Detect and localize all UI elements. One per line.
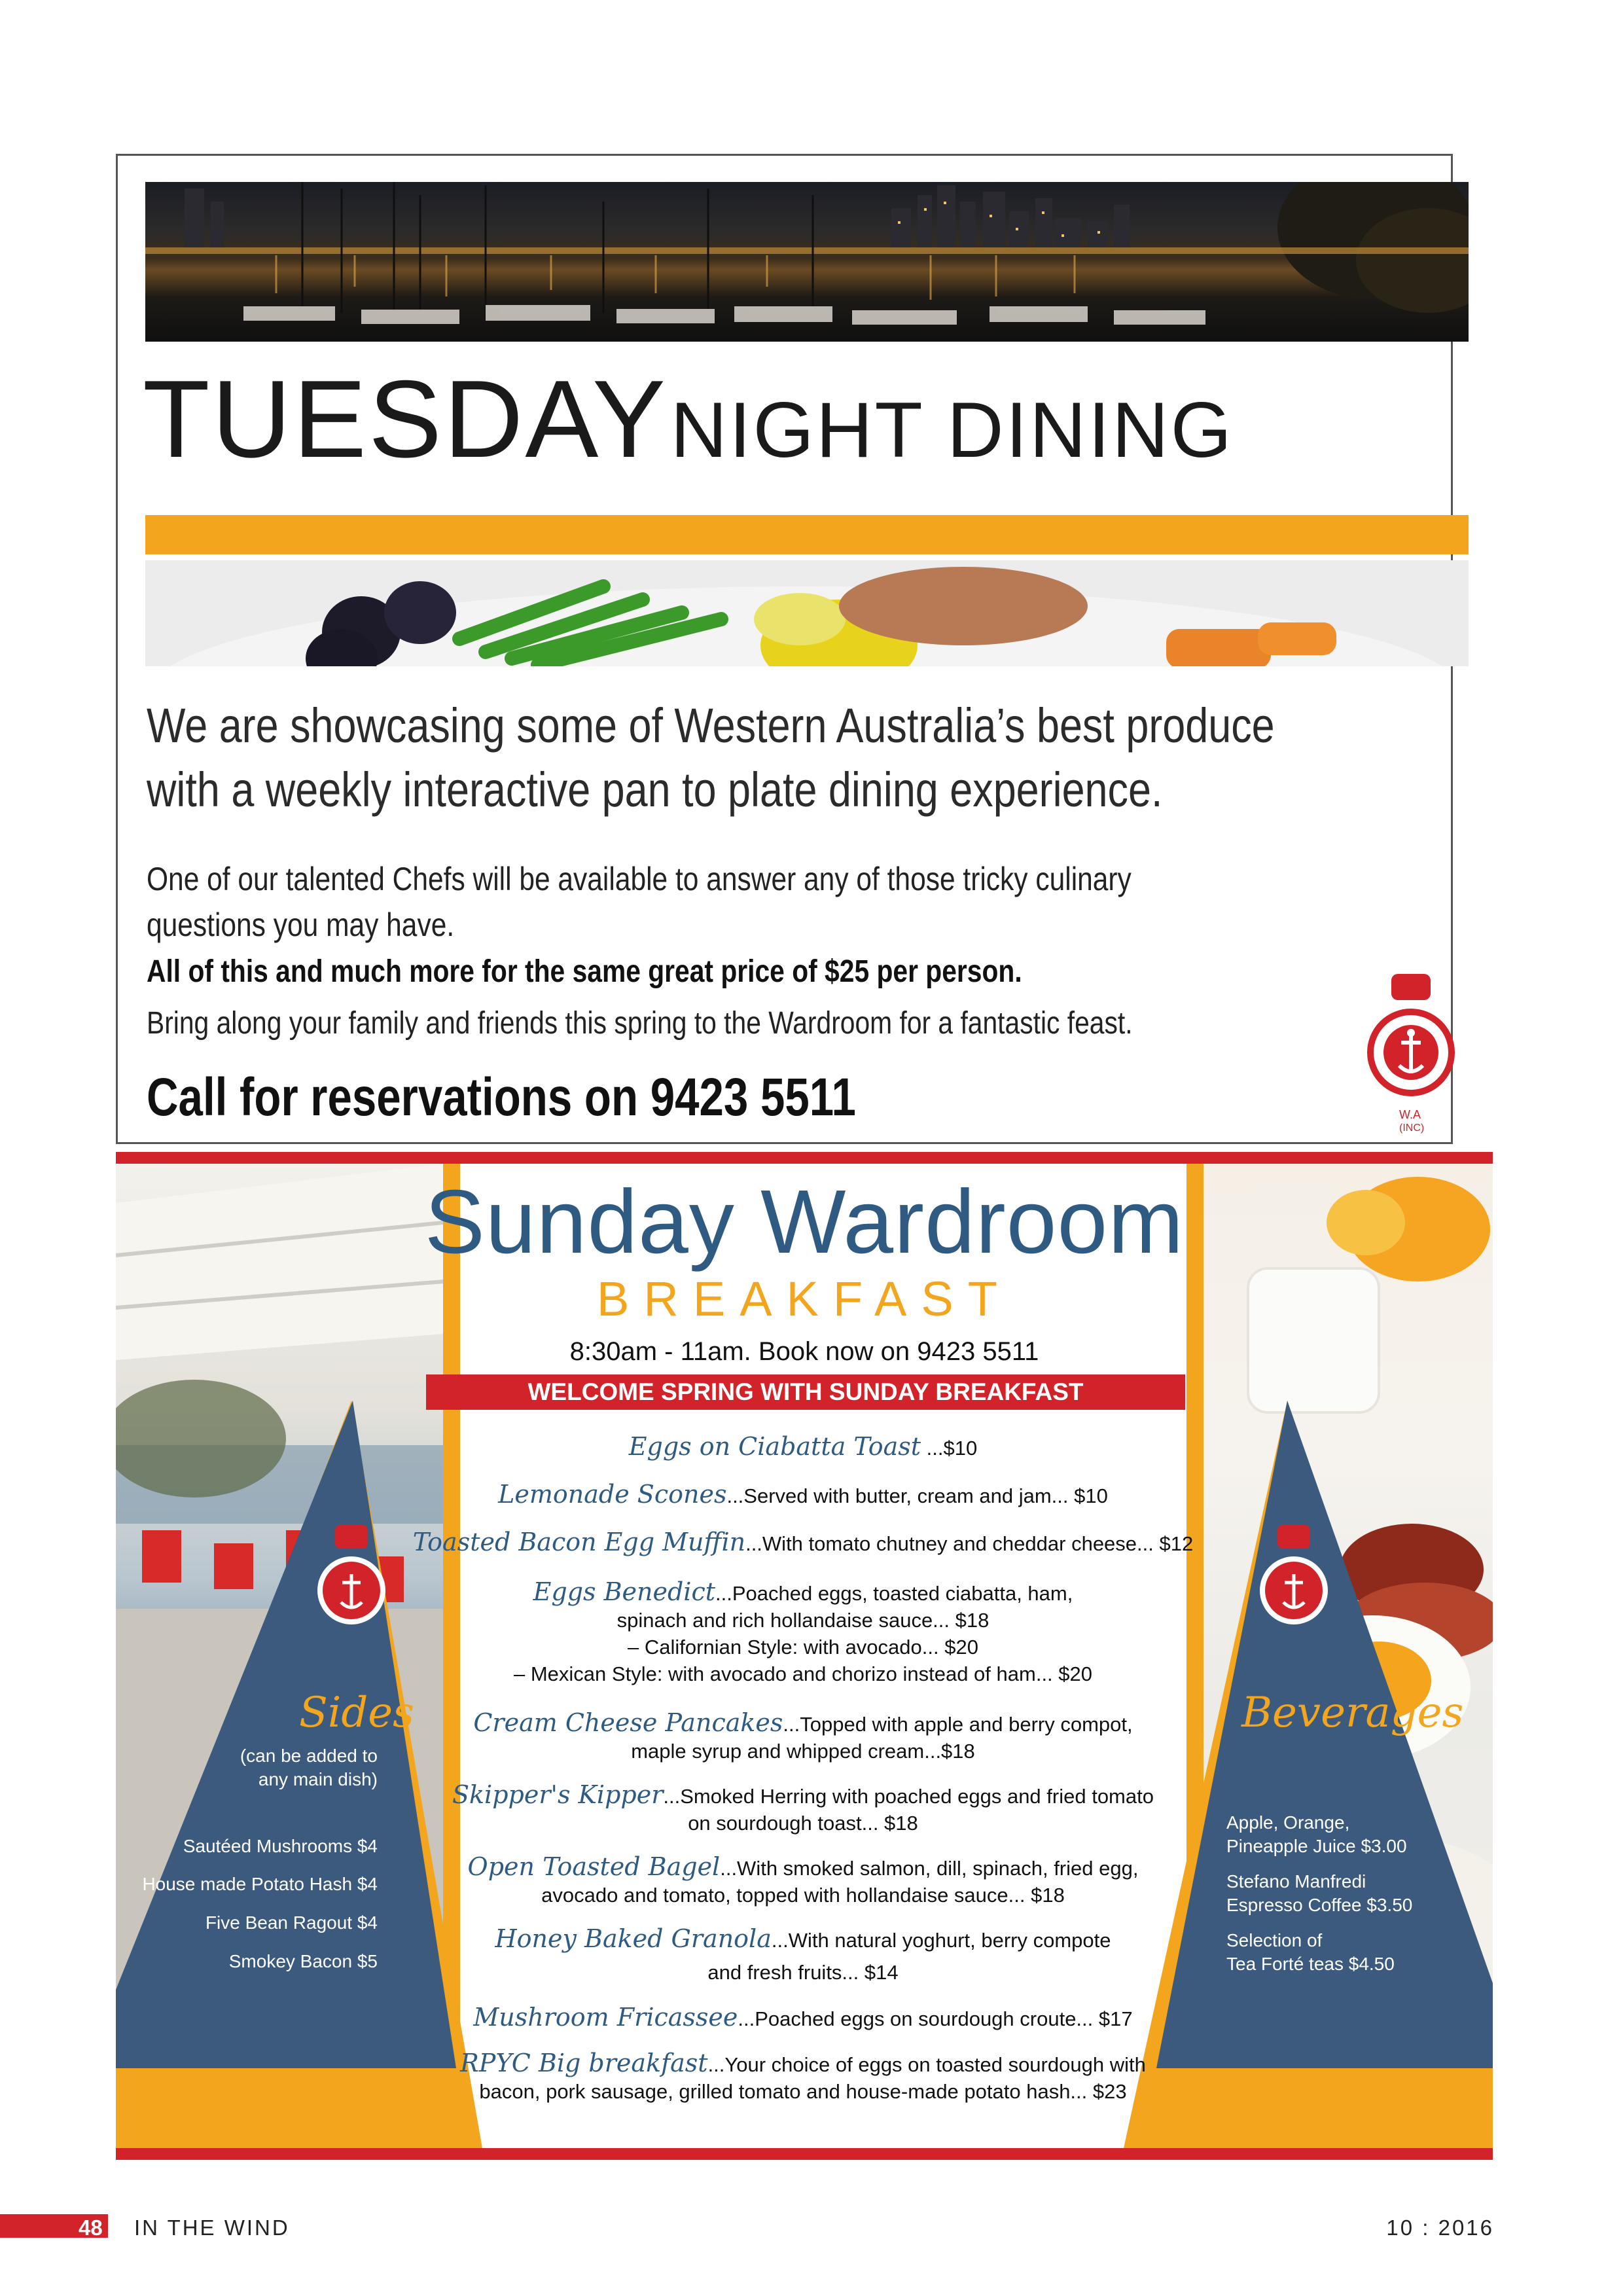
issue-date: 10 : 2016: [1386, 2215, 1494, 2240]
menu-item-name: RPYC Big breakfast: [460, 2049, 708, 2077]
headline-night-dining: NIGHT DINING: [670, 386, 1234, 474]
menu-item: [391, 1782, 1215, 1837]
crest-left: [312, 1525, 391, 1643]
menu-item-desc: ...Your choice of eggs on toasted sourdough with: [707, 2053, 1146, 2076]
red-border-bottom: [116, 2148, 1493, 2160]
sides-note: [234, 1744, 378, 1791]
menu-item-desc: ...With natural yoghurt, berry compote: [771, 1929, 1111, 1952]
crest-state-label: W.A: [1399, 1108, 1421, 1121]
menu-item: [391, 1926, 1215, 1986]
beverage-item: [1226, 1929, 1395, 1976]
hours-and-booking: 8:30am - 11am. Book now on 9423 5511: [569, 1337, 1039, 1366]
menu-item-desc: ...Poached eggs, toasted ciabatta, ham,: [715, 1582, 1073, 1605]
intro-line-2: with a weekly interactive pan to plate dining experience.: [147, 762, 1163, 817]
menu-item-desc: ...Smoked Herring with poached eggs and fried tomato: [663, 1785, 1154, 1808]
menu-item-desc: ...Topped with apple and berry compot,: [783, 1713, 1133, 1736]
chef-line-1: One of our talented Chefs will be available to answer any of those tricky culinary: [147, 861, 1132, 897]
club-crest-logo: [1365, 967, 1457, 1131]
sides-title: Sides: [299, 1689, 414, 1737]
crest-inc-label: (INC): [1399, 1122, 1425, 1134]
page-number: 48: [79, 2215, 103, 2240]
menu-item-desc: ...Poached eggs on sourdough croute... $17: [738, 2007, 1133, 2030]
side-item: Sautéed Mushrooms $4: [183, 1836, 378, 1856]
side-item: Five Bean Ragout $4: [205, 1912, 378, 1933]
intro-paragraph: [147, 694, 1426, 822]
menu-item-name: Open Toasted Bagel: [467, 1852, 721, 1881]
beverage-line: Apple, Orange,: [1226, 1812, 1350, 1833]
beverage-line: Selection of: [1226, 1930, 1323, 1950]
menu-item-name: Honey Baked Granola: [495, 1924, 772, 1953]
menu-item-desc-line2: avocado and tomato, topped with hollandaise sauce... $18: [541, 1884, 1065, 1907]
menu-item: [391, 1854, 1215, 1909]
sides-note-line-1: (can be added to: [240, 1746, 378, 1766]
menu-item-name: Cream Cheese Pancakes: [473, 1708, 783, 1737]
menu-item-desc-line2: spinach and rich hollandaise sauce... $18: [616, 1609, 990, 1632]
tuesday-headline: [143, 357, 1234, 480]
menu-item-desc-line2: bacon, pork sausage, grilled tomato and house-made potato hash... $23: [479, 2080, 1127, 2103]
side-item: House made Potato Hash $4: [142, 1874, 378, 1894]
menu-item: [391, 2004, 1215, 2032]
menu-item-name: Mushroom Fricassee: [473, 2003, 738, 2032]
menu-item-desc: ...$10: [921, 1437, 978, 1460]
menu-item: [391, 1579, 1215, 1687]
sunday-breakfast-ad: [116, 1152, 1493, 2160]
orange-divider: [145, 515, 1469, 554]
sides-note-line-2: any main dish): [258, 1769, 378, 1789]
beverage-line: Stefano Manfredi: [1226, 1871, 1366, 1892]
sunday-title: Sunday Wardroom: [424, 1172, 1185, 1272]
crest-right: [1255, 1525, 1333, 1643]
invitation-text: Bring along your family and friends this spring to the Wardroom for a fantastic feast.: [147, 1006, 1133, 1041]
menu-item: [391, 1481, 1215, 1509]
beverage-line: Espresso Coffee $3.50: [1226, 1895, 1413, 1915]
headline-tuesday: TUESDAY: [143, 357, 668, 480]
menu-item: [391, 1529, 1215, 1557]
intro-line-1: We are showcasing some of Western Australia’s best produce: [147, 698, 1275, 753]
spring-banner: WELCOME SPRING WITH SUNDAY BREAKFAST: [426, 1374, 1185, 1410]
menu-item-desc: ...With tomato chutney and cheddar cheese... $12: [745, 1532, 1194, 1555]
chef-paragraph: [147, 856, 1370, 948]
menu-item: [391, 1710, 1215, 1765]
menu-item-desc-line2: maple syrup and whipped cream...$18: [631, 1740, 975, 1763]
menu-item-variant: – Mexican Style: with avocado and chorizo instead of ham... $20: [514, 1662, 1092, 1685]
side-item: Smokey Bacon $5: [228, 1951, 378, 1971]
tuesday-night-dining-ad: [116, 154, 1453, 1144]
beverage-item: [1226, 1811, 1407, 1858]
price-statement: All of this and much more for the same great price of $25 per person.: [147, 954, 1022, 989]
menu-item-name: Lemonade Scones: [498, 1480, 727, 1509]
menu-item-desc-line2: on sourdough toast... $18: [688, 1812, 918, 1835]
menu-item-variant: – Californian Style: with avocado... $20: [628, 1636, 978, 1659]
city-skyline-photo: [145, 182, 1469, 342]
menu-item-desc-line2: and fresh fruits... $14: [707, 1961, 899, 1984]
food-photo: [145, 560, 1469, 666]
beverages-title: Beverages: [1241, 1689, 1464, 1737]
breakfast-subtitle: BREAKFAST: [597, 1272, 1012, 1326]
chef-line-2: questions you may have.: [147, 906, 455, 943]
menu-item: [391, 1433, 1215, 1462]
menu-item-name: Toasted Bacon Egg Muffin: [412, 1528, 746, 1556]
magazine-title: IN THE WIND: [134, 2215, 290, 2240]
beverage-line: Pineapple Juice $3.00: [1226, 1836, 1407, 1856]
menu-item-name: Eggs Benedict: [533, 1577, 716, 1606]
menu-item: [391, 2050, 1215, 2105]
reservation-call: Call for reservations on 9423 5511: [147, 1067, 856, 1127]
menu-item-desc: ...Served with butter, cream and jam... $10: [726, 1484, 1108, 1507]
beverage-item: [1226, 1870, 1412, 1917]
menu-item-name: Eggs on Ciabatta Toast: [628, 1432, 921, 1461]
menu-item-name: Skipper's Kipper: [452, 1780, 664, 1809]
menu-item-desc: ...With smoked salmon, dill, spinach, fried egg,: [720, 1857, 1139, 1880]
beverage-line: Tea Forté teas $4.50: [1226, 1954, 1395, 1974]
